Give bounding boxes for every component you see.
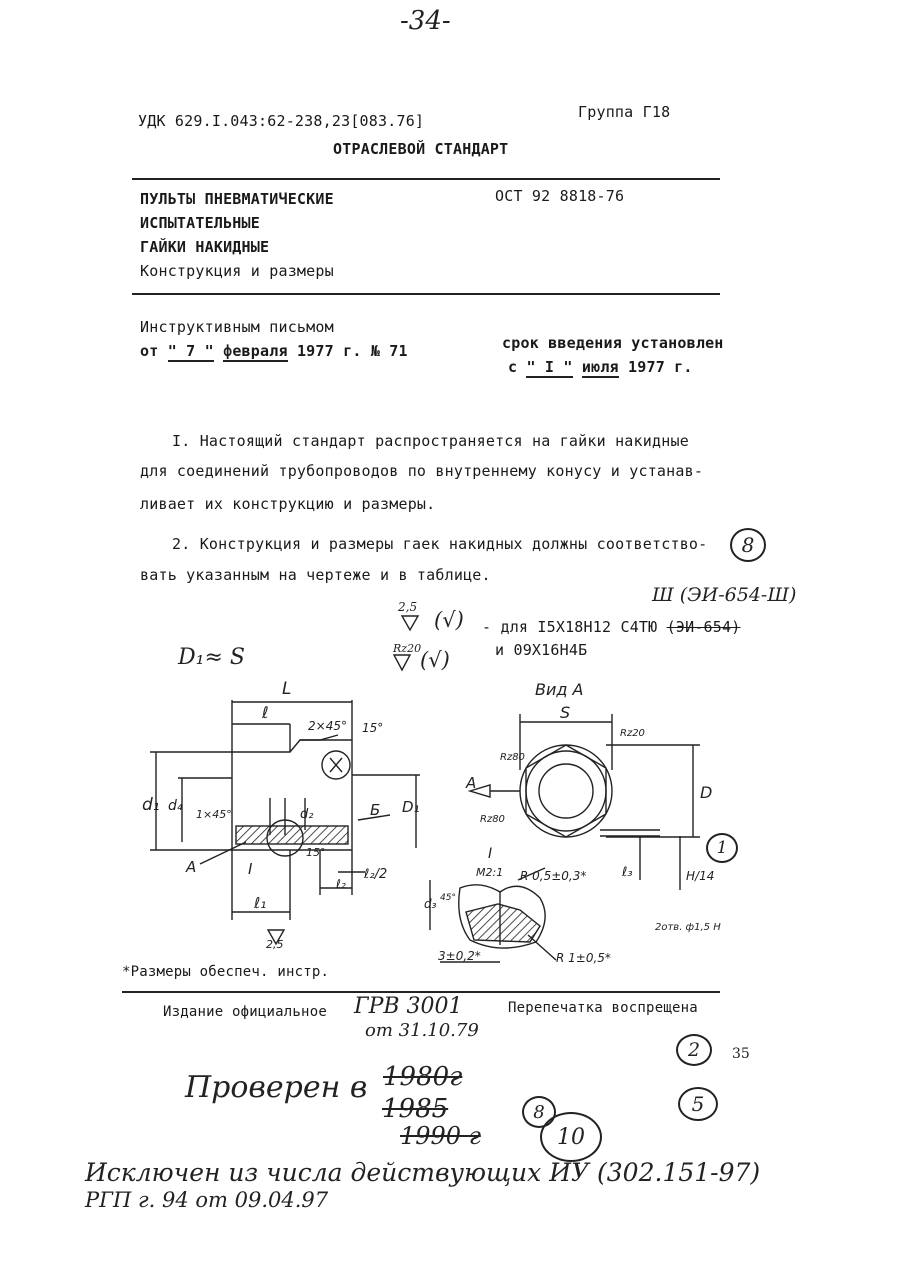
label-chamfer2: 2×45° [308,719,347,733]
directive-year-no: 1977 г. № 71 [296,342,408,360]
excluded-line-2: РГП г. 94 от 09.04.97 [85,1188,329,1212]
grv-stamp: ГРВ 3001 [354,994,463,1019]
sheet-number: 35 [732,1046,750,1062]
d1-approx-s: D₁≈ S [178,645,245,670]
udk-bracket: [083.76] [350,112,425,130]
material-1-struck: (ЭИ-654) [666,618,741,636]
standard-type: ОТРАСЛЕВОЙ СТАНДАРТ [333,140,509,158]
label-rz80-b: Rz80 [480,814,505,825]
reprint-label: Перепечатка воспрещена [508,1000,698,1016]
title-line-3: ГАЙКИ НАКИДНЫЕ [140,238,270,256]
label-scale: М2:1 [476,866,504,879]
directive-day: " 7 " [167,342,214,360]
material-1: - для I5X18H12 С4ТЮ [482,618,658,636]
edition-label: Издание официальное [163,1004,327,1020]
label-15deg-b: 15° [306,846,326,859]
checked-year-1985: 1985 [382,1094,449,1124]
directive-prefix: от [140,342,159,360]
label-15deg: 15° [362,721,384,735]
label-rough-25: 2,5 [266,938,284,951]
label-view-a: Вид А [535,680,584,699]
label-detail-I: I [488,846,493,862]
label-l3: ℓ₃ [622,865,633,880]
title-line-1: ПУЛЬТЫ ПНЕВМАТИЧЕСКИЕ [140,190,334,208]
para1-line2: для соединений трубопроводов по внутреннему конусу и устанав- [140,462,704,480]
label-D1: D₁ [402,798,420,816]
footer-rule [122,991,720,993]
bore-circle [539,764,593,818]
section-hatch [236,826,348,844]
mark-circle-2: 2 [676,1034,712,1066]
rough-value-2: Rz20 [393,642,422,655]
title-line-4: Конструкция и размеры [140,262,334,280]
leader-A [200,842,246,864]
label-B: Б [370,801,381,819]
hex-outer-circle [520,745,612,837]
label-rz80-a: Rz80 [500,752,525,763]
standard-code: ОСТ 92 8818-76 [495,187,625,205]
label-arrow-A: A [466,774,477,792]
label-r1: R 1±0,5* [556,951,611,965]
label-d4: d₄ [168,798,183,814]
term-line-1: срок введения установлен [502,334,724,352]
label-l: ℓ [262,703,269,722]
label-rz20: Rz20 [620,728,645,739]
term-prefix: с [508,358,518,376]
para1-line1: I. Настоящий стандарт распространяется на гайки накидные [172,432,689,450]
label-chamfer1: 1×45° [196,808,232,821]
term-year: 1977 г. [628,358,693,376]
hex-outline [526,745,606,837]
rough-v-2: (√) [420,648,450,672]
para2-line2: вать указанным на чертеже и в таблице. [140,566,491,584]
label-l2-half: ℓ₂/2 [364,867,388,882]
group-code: Группа Г18 [578,103,671,121]
mark-circle-8b: 8 [522,1096,556,1128]
label-S: S [560,703,571,722]
label-I-left: I [248,860,253,878]
term-month: июля [581,358,619,376]
para1-line3: ливает их конструкцию и размеры. [140,495,436,513]
label-l2: ℓ₂ [336,877,346,891]
label-d1: d₁ [142,795,160,815]
label-A-left: A [186,858,197,876]
term-day: " I " [526,358,573,376]
checked-year-1980: 1980г [383,1062,463,1092]
para2-line1: 2. Конструкция и размеры гаек накидных должны соответство- [172,535,708,553]
directive-line-1: Инструктивным письмом [140,318,334,336]
checked-year-1990: 1990 г [400,1122,481,1150]
udk-text: УДК 629.I.043:62-238,23 [138,112,351,130]
rough-symbol-2 [394,655,410,670]
label-hole: 2отв. ф1,5 Н [655,922,721,933]
label-dim3: 3±0,2* [438,949,481,963]
mark-circle-8a: 8 [730,528,766,562]
rough-symbol-1 [402,616,418,630]
mark-circle-1: 1 [706,833,738,863]
hex-inner-circle [526,751,606,831]
excluded-line-1: Исключен из числа действующих ИУ (302.151-97) [85,1158,761,1187]
label-r05: R 0,5±0,3* [520,869,587,883]
label-d3: d₃ [424,897,437,911]
label-L: L [282,679,292,699]
footnote: *Размеры обеспеч. инстр. [122,964,330,980]
title-line-2: ИСПЫТАТЕЛЬНЫЕ [140,214,260,232]
material-line-2: и 09Х16Н4Б [495,641,588,659]
leader-r1 [528,935,556,960]
label-l1: ℓ₁ [254,894,267,912]
hand-material-note: Ш (ЭИ-654-Ш) [652,584,797,606]
rough-v-1: (√) [434,608,464,632]
mark-circle-10: 10 [540,1112,602,1162]
directive-month: февраля [223,342,288,360]
page-number: -34- [400,6,451,36]
label-d2: d₂ [300,807,314,822]
checked-label: Проверен в [185,1070,368,1105]
chamfer-edge [300,735,338,740]
label-h14: H/14 [686,869,715,883]
label-D: D [700,783,713,802]
rough-value-1: 2,5 [398,600,418,614]
label-45deg: 45° [440,893,456,903]
mark-circle-5: 5 [678,1087,718,1121]
grv-date: от 31.10.79 [365,1020,479,1041]
